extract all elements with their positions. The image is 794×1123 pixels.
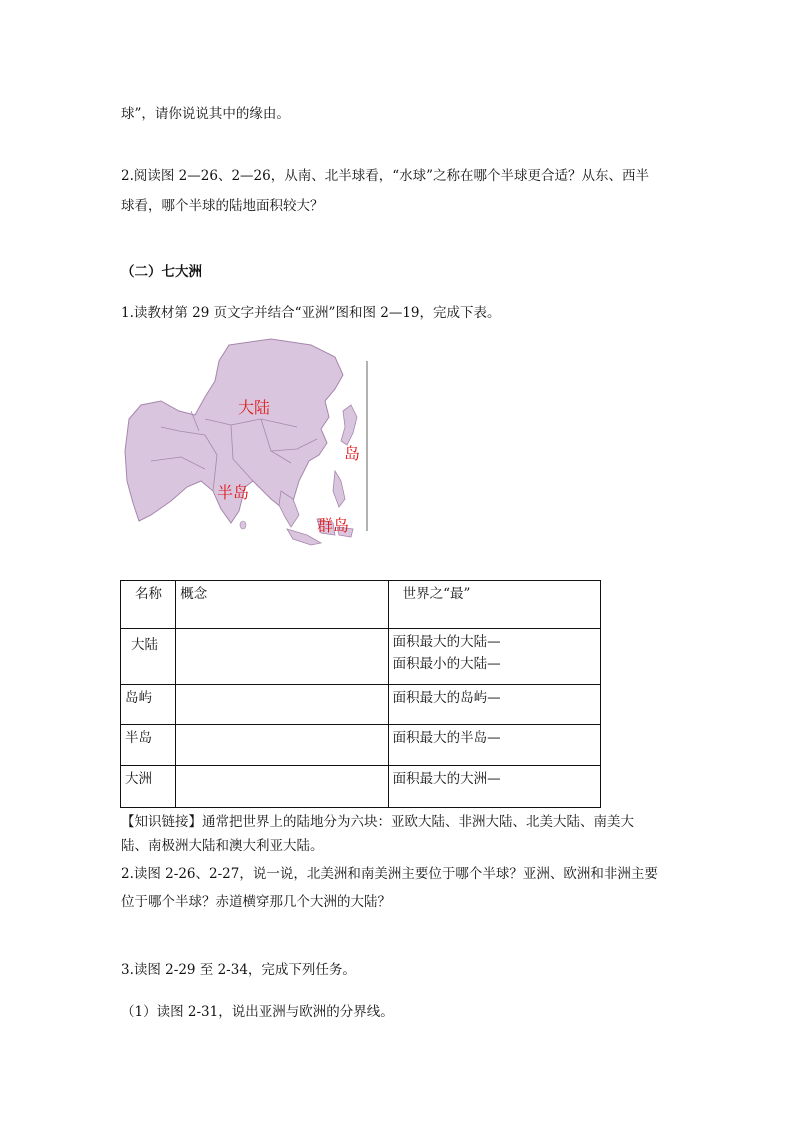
question-3-1: （1）读图 2-31，说出亚洲与欧洲的分界线。 <box>121 1004 394 1020</box>
row-best-line-1: 面积最大的大陆— <box>392 634 501 650</box>
row-concept <box>176 629 388 685</box>
row-concept <box>176 725 388 766</box>
row-name: 大陆 <box>121 629 176 685</box>
row-concept <box>176 766 388 808</box>
sri-lanka-shape <box>240 521 246 529</box>
row-best: 面积最大的半岛— <box>388 725 600 766</box>
asia-map <box>121 331 369 551</box>
row-best: 面积最大的岛屿— <box>388 685 600 725</box>
row-name: 半岛 <box>121 725 176 766</box>
knowledge-link-line-2: 陆、南极洲大陆和澳大利亚大陆。 <box>121 838 324 854</box>
label-continent: 大陆 <box>238 398 271 417</box>
intro-line: 球”，请你说说其中的缘由。 <box>121 106 290 122</box>
question-2-line-1: 2.阅读图 2—26、2—26，从南、北半球看，“水球”之称在哪个半球更合适？从东、西半 <box>121 168 650 184</box>
header-world-best: 世界之“最” <box>388 581 600 629</box>
question-2b-line-2: 位于哪个半球？赤道横穿那几个大洲的大陆？ <box>121 894 391 910</box>
question-2-line-2: 球看，哪个半球的陆地面积较大？ <box>121 198 324 214</box>
table-row <box>121 629 601 685</box>
label-peninsula: 半岛 <box>217 483 250 502</box>
label-island: 岛 <box>344 444 361 463</box>
row-best <box>388 629 600 685</box>
knowledge-link-line-1: 【知识链接】通常把世界上的陆地分为六块：亚欧大陆、非洲大陆、北美大陆、南美大 <box>121 814 634 830</box>
table-row <box>121 766 601 808</box>
section-heading: （二）七大洲 <box>121 264 202 280</box>
table-row <box>121 685 601 725</box>
question-1: 1.读教材第 29 页文字并结合“亚洲”图和图 2—19，完成下表。 <box>121 305 501 321</box>
row-name: 大洲 <box>121 766 176 808</box>
row-concept <box>176 685 388 725</box>
row-best: 面积最大的大洲— <box>388 766 600 808</box>
row-best-line-2: 面积最小的大陆— <box>392 656 501 672</box>
table-row <box>121 725 601 766</box>
label-archipelago: 群岛 <box>317 516 350 535</box>
header-name: 名称 <box>121 581 176 629</box>
header-concept: 概念 <box>176 581 388 629</box>
question-2b-line-1: 2.读图 2-26、2-27，说一说，北美洲和南美洲主要位于哪个半球？亚洲、欧洲和非洲主要 <box>121 866 658 882</box>
table-header-row <box>121 581 601 629</box>
question-3: 3.读图 2-29 至 2-34，完成下列任务。 <box>121 962 356 978</box>
continents-table <box>120 580 601 808</box>
row-name: 岛屿 <box>121 685 176 725</box>
